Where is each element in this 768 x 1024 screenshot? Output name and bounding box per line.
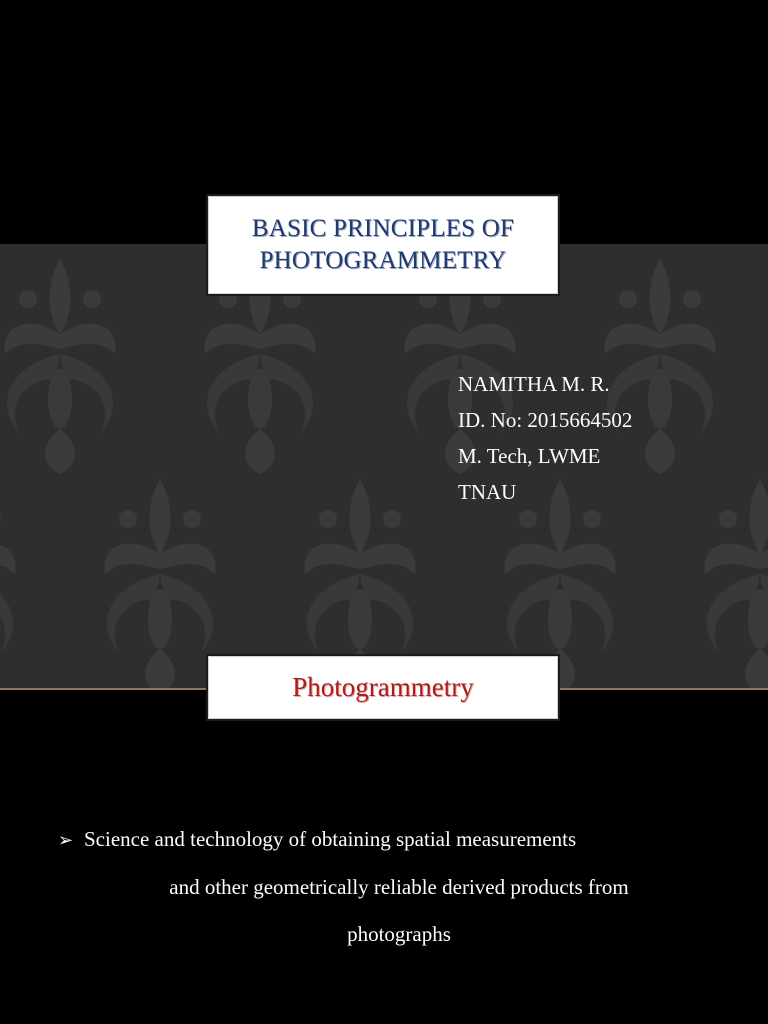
slide-heading: Photogrammetry [292, 672, 474, 702]
author-degree: M. Tech, LWME [458, 444, 601, 468]
damask-band [0, 244, 768, 689]
title-box [208, 196, 558, 294]
heading-box [208, 656, 558, 719]
title-line-1: BASIC PRINCIPLES OF [251, 215, 515, 242]
bullet-line-1: Science and technology of obtaining spatial measurements [84, 827, 577, 851]
bullet-line-3: photographs [347, 922, 451, 946]
author-id: ID. No: 2015664502 [458, 408, 633, 432]
bullet-item [58, 816, 738, 958]
arrowhead-bullet-icon: ➢ [58, 830, 74, 850]
title-line-2: PHOTOGRAMMETRY [259, 247, 507, 274]
author-name: NAMITHA M. R. [458, 372, 610, 396]
author-institution: TNAU [458, 480, 517, 504]
bullet-line-2: and other geometrically reliable derived products from [169, 875, 629, 899]
damask-pattern [0, 244, 768, 689]
author-block [458, 366, 632, 510]
